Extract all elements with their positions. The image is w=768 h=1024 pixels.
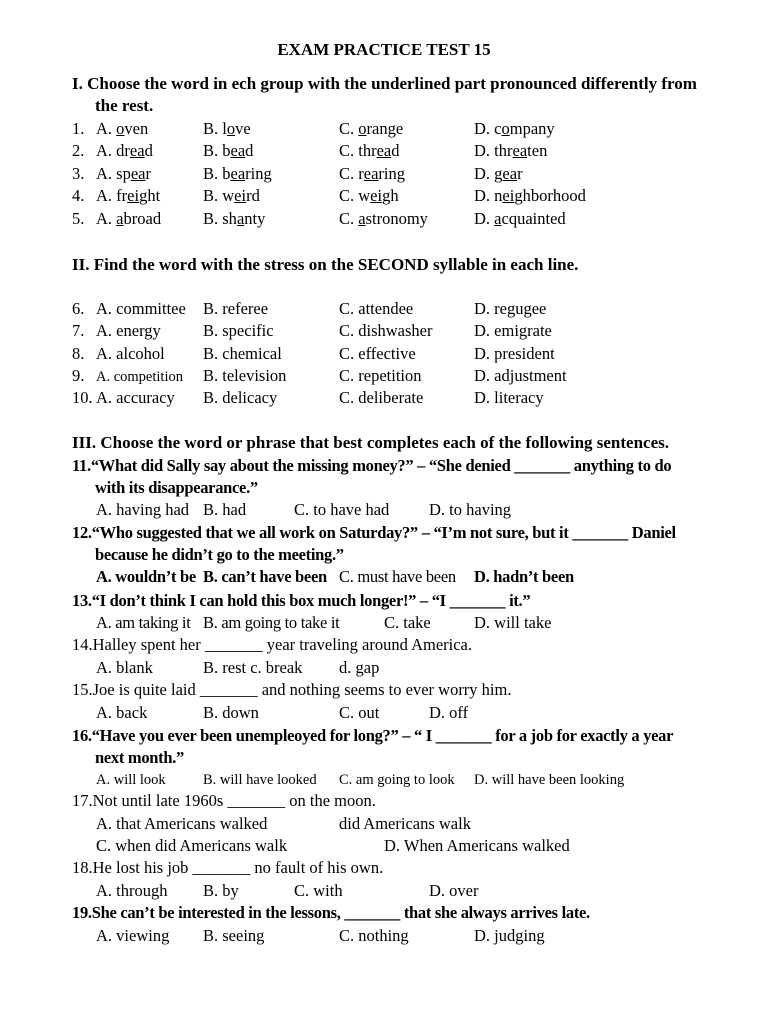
option-suffix: ring <box>378 164 405 183</box>
question-7-option-b[interactable]: B. specific <box>203 321 274 340</box>
question-14-option-a[interactable]: A. blank <box>96 658 153 677</box>
question-2-option-b[interactable] <box>203 140 253 162</box>
question-18-option-d[interactable]: D. over <box>429 881 479 900</box>
question-19-option-b[interactable]: B. seeing <box>203 926 265 945</box>
underlined-part: a <box>236 209 245 228</box>
question-19-option-d[interactable]: D. judging <box>474 926 545 945</box>
option-suffix: mpany <box>509 119 555 138</box>
question-17-option-b[interactable]: did Americans walk <box>339 814 471 833</box>
option-prefix: D. c <box>474 119 502 138</box>
option-prefix: A. dr <box>96 141 130 160</box>
option-suffix: ght <box>139 186 161 205</box>
option-suffix: d <box>245 141 254 160</box>
question-16-line2: next month.” <box>95 748 184 767</box>
question-11-line2: with its disappearance.” <box>95 478 258 497</box>
option-prefix: C. <box>339 209 359 228</box>
option-prefix: D. <box>474 209 495 228</box>
option-prefix: D. g <box>474 164 503 183</box>
question-11-text <box>72 455 722 499</box>
underlined-part: ea <box>129 141 145 160</box>
underlined-part: ea <box>130 164 146 183</box>
question-16-option-d[interactable]: D. will have been looking <box>474 772 625 788</box>
question-17-option-a[interactable]: A. that Americans walked <box>96 814 268 833</box>
underlined-part: ea <box>230 164 246 183</box>
section-2-item-number: 6. <box>72 299 85 318</box>
underlined-part: ei <box>234 186 247 205</box>
section-2-item-number: 8. <box>72 344 85 363</box>
question-12-option-a[interactable]: A. wouldn’t be <box>96 567 196 586</box>
question-4-option-a[interactable] <box>96 185 160 207</box>
option-suffix: d <box>144 141 153 160</box>
question-1-option-c[interactable] <box>339 118 403 140</box>
question-2-option-c[interactable] <box>339 140 400 162</box>
option-suffix: r <box>145 164 151 183</box>
question-15-option-d[interactable]: D. off <box>429 703 469 722</box>
question-16-option-b[interactable]: B. will have looked <box>203 772 317 788</box>
question-5-option-d[interactable] <box>474 208 566 230</box>
option-suffix: r <box>517 164 523 183</box>
underlined-part: o <box>501 119 510 138</box>
section-2-heading: II. Find the word with the stress on the SECOND syllable in each line. <box>72 255 579 274</box>
section-1-item-number: 2. <box>72 141 85 160</box>
question-13-option-a[interactable]: A. am taking it <box>96 613 191 632</box>
question-16-text <box>72 725 722 769</box>
option-prefix: A. fr <box>96 186 128 205</box>
question-18-option-b[interactable]: B. by <box>203 881 239 900</box>
underlined-part: ea <box>512 141 528 160</box>
question-6-option-d[interactable]: D. regugee <box>474 299 547 318</box>
underlined-part: ea <box>376 141 392 160</box>
question-19-text: 19.She can’t be interested in the lessons, _______ that she always arrives late. <box>72 903 590 922</box>
question-11-option-c[interactable]: C. to have had <box>294 500 390 519</box>
underlined-part: a <box>116 209 124 228</box>
option-prefix: B. l <box>203 119 227 138</box>
question-12-line1: 12.“Who suggested that we all work on Saturday?” – “I’m not sure, but it _______ Daniel <box>72 523 676 542</box>
question-15-option-b[interactable]: B. down <box>203 703 259 722</box>
question-11-option-a[interactable]: A. having had <box>96 500 190 519</box>
question-15-option-c[interactable]: C. out <box>339 703 380 722</box>
question-19-option-a[interactable]: A. viewing <box>96 926 170 945</box>
question-17-option-c[interactable]: C. when did Americans walk <box>96 836 288 855</box>
option-prefix: B. b <box>203 164 231 183</box>
question-4-option-c[interactable] <box>339 185 399 207</box>
question-11-option-d[interactable]: D. to having <box>429 500 512 519</box>
option-prefix: A. <box>96 209 117 228</box>
option-prefix: C. r <box>339 164 364 183</box>
question-16-option-c[interactable]: C. am going to look <box>339 772 455 788</box>
option-prefix: C. thr <box>339 141 377 160</box>
option-suffix: d <box>391 141 400 160</box>
option-prefix: D. thr <box>474 141 513 160</box>
question-18-text: 18.He lost his job _______ no fault of his own. <box>72 858 384 877</box>
option-suffix: ten <box>527 141 548 160</box>
question-14-option-b[interactable]: B. rest c. break <box>203 658 303 677</box>
section-2-item-number: 7. <box>72 321 85 340</box>
underlined-part: ea <box>363 164 379 183</box>
section-1-item-number: 1. <box>72 119 85 138</box>
section-1-heading-line2: the rest. <box>95 96 154 115</box>
question-7-option-a[interactable]: A. energy <box>96 321 161 340</box>
question-8-option-b[interactable]: B. chemical <box>203 344 282 363</box>
option-suffix: ven <box>124 119 149 138</box>
section-1-item-number: 3. <box>72 164 85 183</box>
question-17-text: 17.Not until late 1960s _______ on the moon. <box>72 791 376 810</box>
option-suffix: broad <box>123 209 162 228</box>
question-9-option-a[interactable]: A. competition <box>96 369 183 385</box>
question-11-option-b[interactable]: B. had <box>203 500 247 519</box>
question-12-text <box>72 522 722 566</box>
question-12-option-c[interactable]: C. must have been <box>339 567 456 586</box>
question-12-line2: because he didn’t go to the meeting.” <box>95 545 344 564</box>
option-prefix: B. b <box>203 141 231 160</box>
underlined-part: o <box>226 119 236 138</box>
question-8-option-d[interactable]: D. president <box>474 344 555 363</box>
question-10-option-b[interactable]: B. delicacy <box>203 388 278 407</box>
option-suffix: nty <box>244 209 266 228</box>
question-3-option-d[interactable] <box>474 163 523 185</box>
question-17-option-d[interactable]: D. When Americans walked <box>384 836 570 855</box>
option-prefix: A. <box>96 119 117 138</box>
section-1-heading <box>72 73 737 117</box>
question-13-option-b[interactable]: B. am going to take it <box>203 613 340 632</box>
option-prefix: D. n <box>474 186 503 205</box>
question-8-option-c[interactable]: C. effective <box>339 344 416 363</box>
question-13-text: 13.“I don’t think I can hold this box much longer!” – “I _______ it.” <box>72 591 531 610</box>
question-9-option-c[interactable]: C. repetition <box>339 366 422 385</box>
option-prefix: A. sp <box>96 164 131 183</box>
underlined-part: ea <box>502 164 518 183</box>
underlined-part: ei <box>127 186 140 205</box>
underlined-part: ei <box>502 186 515 205</box>
question-11-line1: 11.“What did Sally say about the missing money?” – “She denied _______ anything to do <box>72 456 672 475</box>
option-prefix: B. w <box>203 186 235 205</box>
question-14-text: 14.Halley spent her _______ year traveling around America. <box>72 635 472 654</box>
question-10-option-a[interactable]: A. accuracy <box>96 388 175 407</box>
question-16-option-a[interactable]: A. will look <box>96 772 166 788</box>
question-18-option-a[interactable]: A. through <box>96 881 168 900</box>
question-12-option-b[interactable]: B. can’t have been <box>203 567 327 586</box>
question-2-option-d[interactable] <box>474 140 547 162</box>
question-4-option-d[interactable] <box>474 185 586 207</box>
question-9-option-b[interactable]: B. television <box>203 366 287 385</box>
section-1-item-number: 5. <box>72 209 85 228</box>
question-18-option-c[interactable]: C. with <box>294 881 343 900</box>
option-prefix: C. w <box>339 186 371 205</box>
question-19-option-c[interactable]: C. nothing <box>339 926 409 945</box>
section-2-item-number: 9. <box>72 366 85 385</box>
option-suffix: ghborhood <box>514 186 586 205</box>
underlined-part: a <box>494 209 502 228</box>
section-3-heading: III. Choose the word or phrase that best completes each of the following sentences. <box>72 433 670 452</box>
question-5-option-a[interactable] <box>96 208 161 230</box>
question-6-option-b[interactable]: B. referee <box>203 299 269 318</box>
question-16-line1: 16.“Have you ever been unempleoyed for long?” – “ I _______ for a job for exactly a year <box>72 726 674 745</box>
option-suffix: ve <box>235 119 251 138</box>
question-7-option-d[interactable]: D. emigrate <box>474 321 552 340</box>
option-suffix: gh <box>382 186 399 205</box>
question-1-option-d[interactable] <box>474 118 555 140</box>
section-2-item-number: 10. <box>72 388 93 407</box>
section-1-item-number: 4. <box>72 186 85 205</box>
question-13-option-c[interactable]: C. take <box>384 613 431 632</box>
option-suffix: range <box>366 119 404 138</box>
underlined-part: ei <box>370 186 383 205</box>
question-3-option-c[interactable] <box>339 163 405 185</box>
question-10-option-d[interactable]: D. literacy <box>474 388 544 407</box>
underlined-part: a <box>358 209 366 228</box>
page-title: EXAM PRACTICE TEST 15 <box>277 40 491 59</box>
option-suffix: ring <box>245 164 272 183</box>
option-prefix: B. sh <box>203 209 237 228</box>
question-5-option-c[interactable] <box>339 208 428 230</box>
question-1-option-b[interactable] <box>203 118 251 140</box>
question-4-option-b[interactable] <box>203 185 260 207</box>
question-14-option-d[interactable]: d. gap <box>339 658 380 677</box>
question-7-option-c[interactable]: C. dishwasher <box>339 321 433 340</box>
underlined-part: o <box>358 119 367 138</box>
question-6-option-c[interactable]: C. attendee <box>339 299 414 318</box>
question-13-option-d[interactable]: D. will take <box>474 613 552 632</box>
question-2-option-a[interactable] <box>96 140 153 162</box>
question-6-option-a[interactable]: A. committee <box>96 299 186 318</box>
question-5-option-b[interactable] <box>203 208 265 230</box>
question-12-option-d[interactable]: D. hadn’t been <box>474 567 574 586</box>
option-suffix: stronomy <box>365 209 428 228</box>
question-1-option-a[interactable] <box>96 118 148 140</box>
question-10-option-c[interactable]: C. deliberate <box>339 388 424 407</box>
underlined-part: ea <box>230 141 246 160</box>
section-1-heading-line1: I. Choose the word in ech group with the underlined part pronounced differently from <box>72 74 697 93</box>
question-9-option-d[interactable]: D. adjustment <box>474 366 567 385</box>
question-3-option-b[interactable] <box>203 163 272 185</box>
option-suffix: rd <box>246 186 260 205</box>
question-15-option-a[interactable]: A. back <box>96 703 148 722</box>
underlined-part: o <box>116 119 125 138</box>
question-15-text: 15.Joe is quite laid _______ and nothing seems to ever worry him. <box>72 680 512 699</box>
option-prefix: C. <box>339 119 359 138</box>
option-suffix: cquainted <box>501 209 566 228</box>
question-3-option-a[interactable] <box>96 163 151 185</box>
question-8-option-a[interactable]: A. alcohol <box>96 344 165 363</box>
